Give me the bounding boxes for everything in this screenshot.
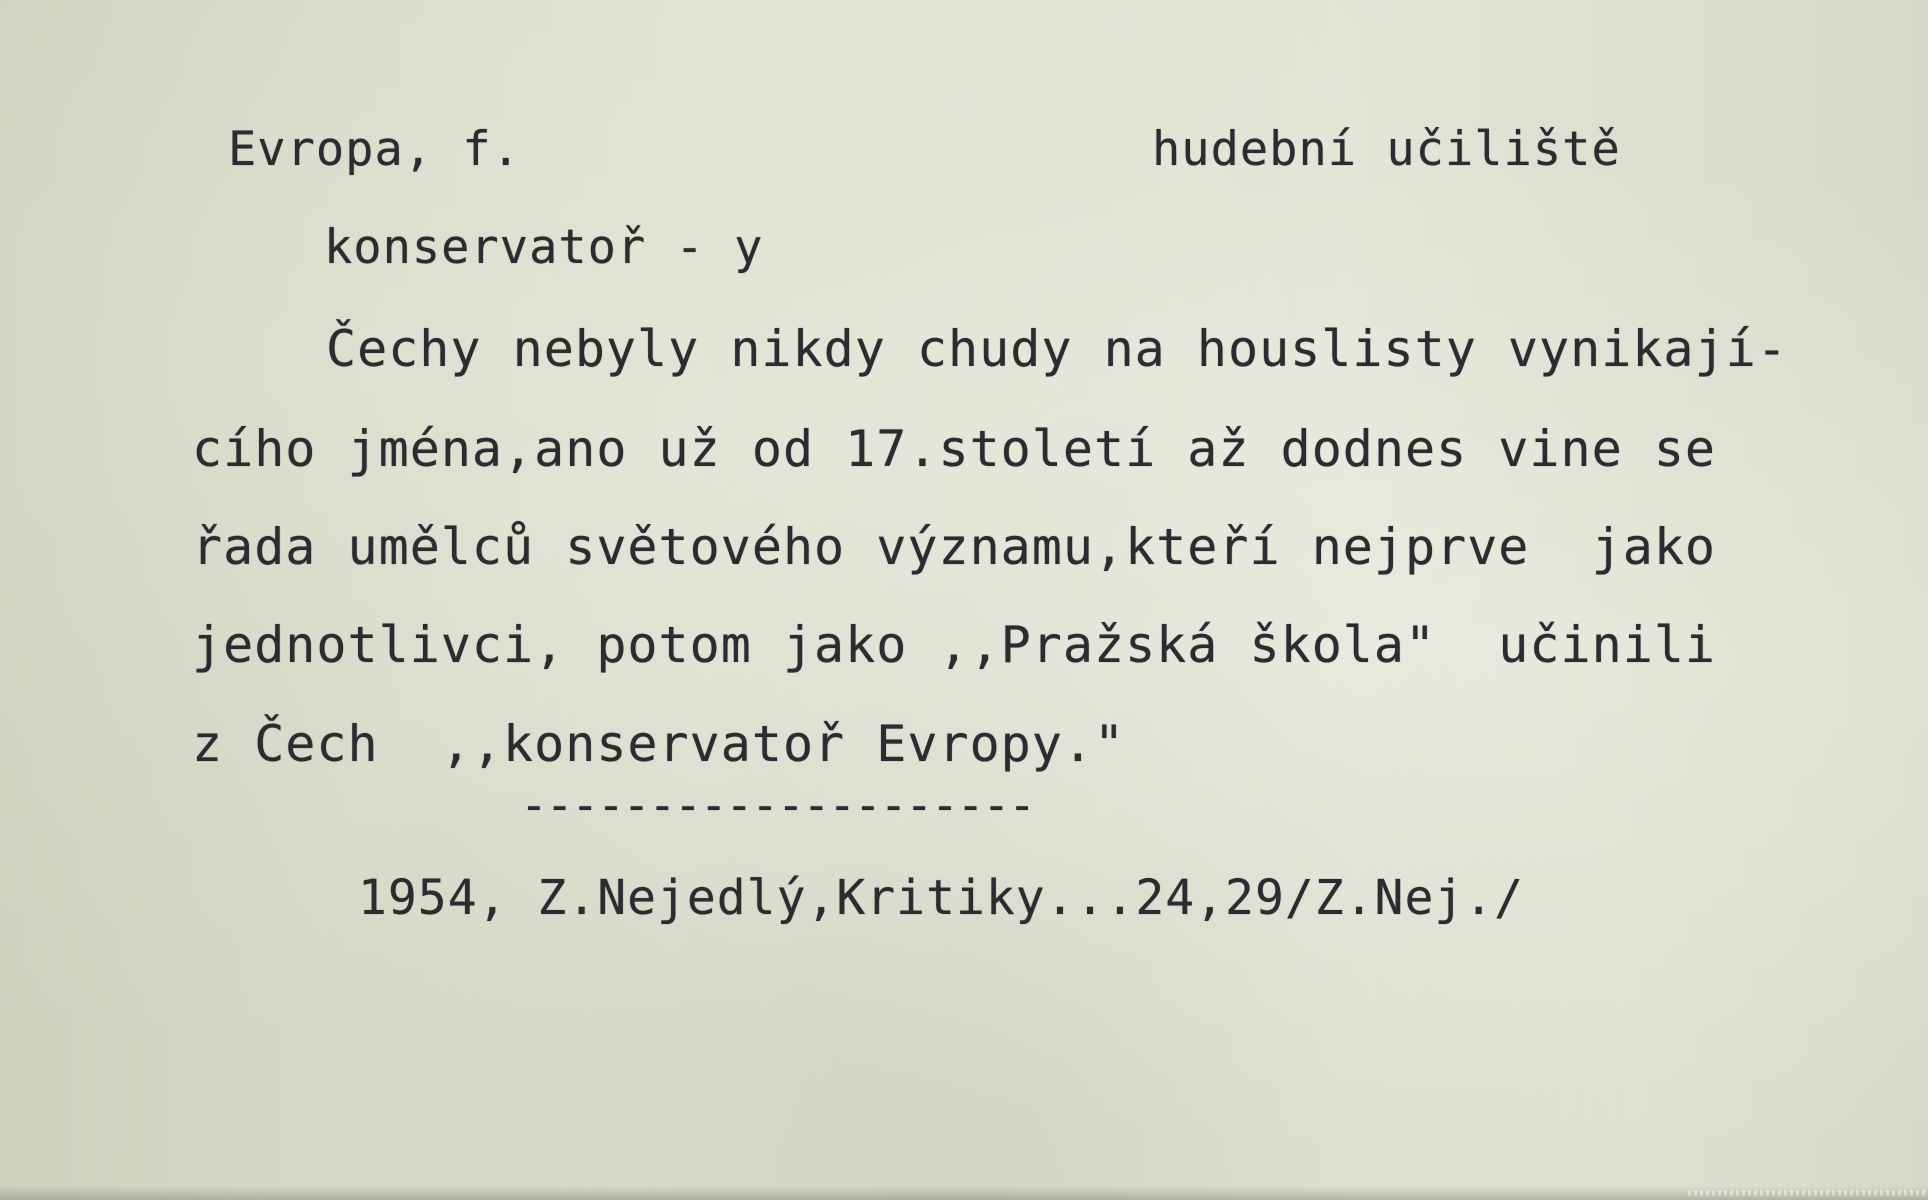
quote-line-5: z Čech ,,konservatoř Evropy.": [192, 715, 1126, 773]
variant-form: konservatoř - y: [324, 220, 764, 275]
headword: Evropa, f.: [228, 122, 521, 177]
quote-line-2: cího jména,ano už od 17.století až dodnes vine se: [192, 420, 1717, 478]
quote-line-1: Čechy nebyly nikdy chudy na houslisty vynikají-: [326, 320, 1788, 378]
underline-rule: --------------------: [520, 778, 1034, 832]
quote-line-4: jednotlivci, potom jako ,,Pražská škola" učinili: [192, 616, 1717, 674]
source-citation: 1954, Z.Nejedlý,Kritiky...24,29/Z.Nej./: [358, 870, 1525, 926]
edge-scratch: [1688, 1190, 1928, 1196]
quote-line-3: řada umělců světového významu,kteří nejprve jako: [192, 518, 1717, 576]
gloss: hudební učiliště: [1152, 122, 1621, 177]
